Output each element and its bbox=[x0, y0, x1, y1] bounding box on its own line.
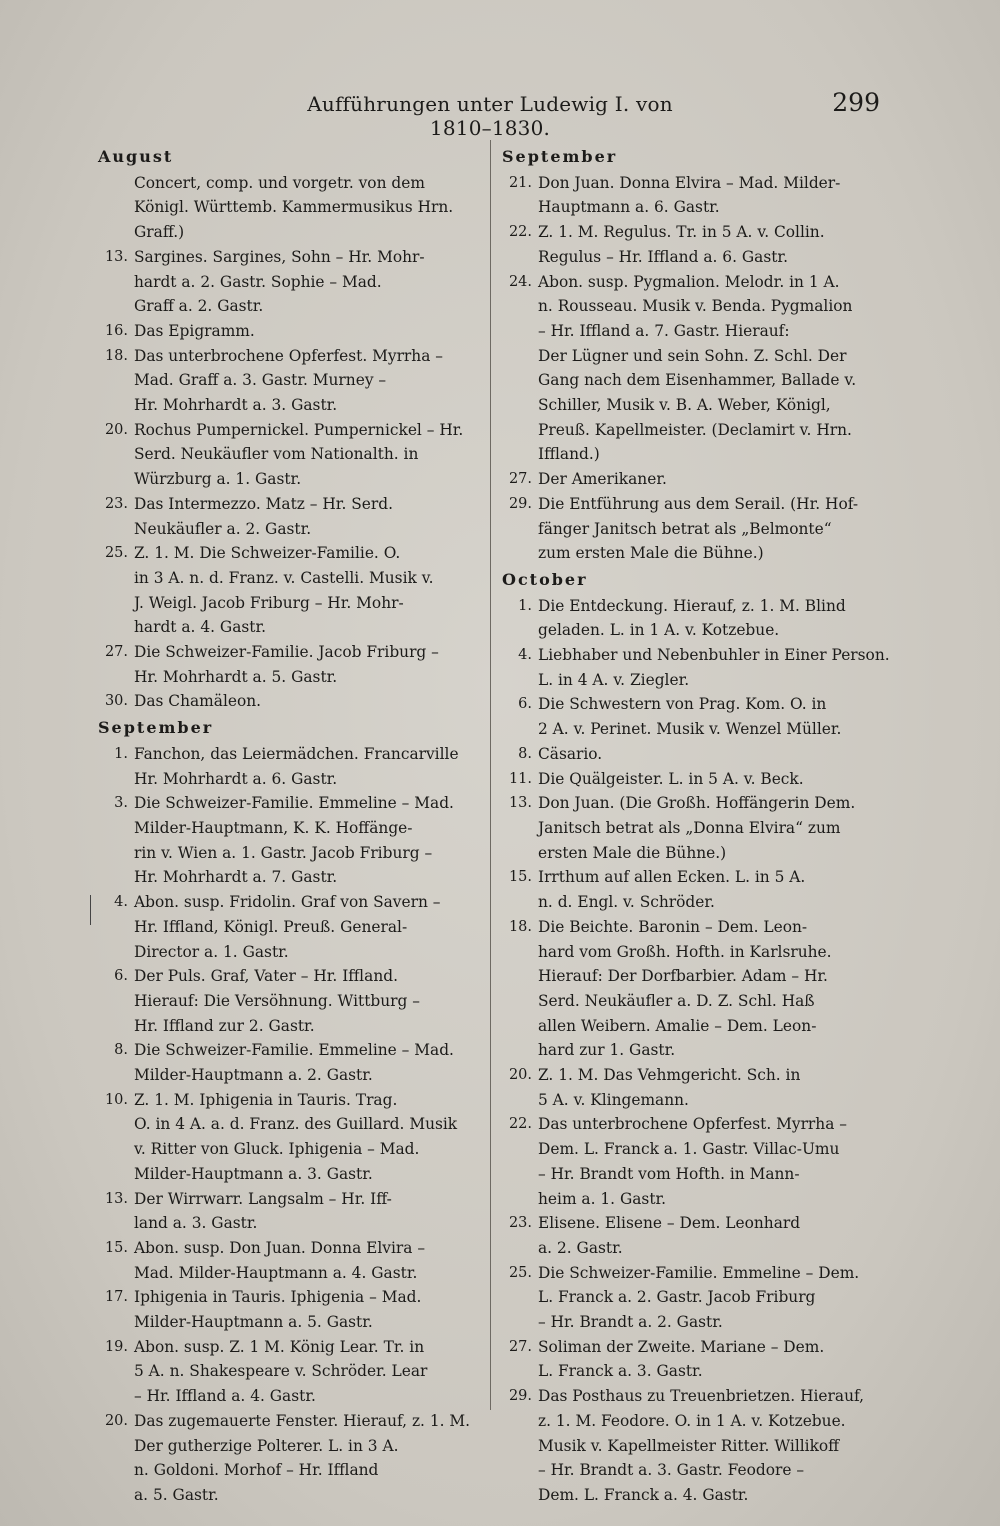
performance-entry bbox=[98, 319, 488, 344]
month-heading: August bbox=[98, 147, 174, 166]
entry-day: 29. bbox=[508, 1388, 532, 1405]
entry-day: 30. bbox=[104, 693, 128, 710]
performance-entry bbox=[502, 1063, 892, 1112]
entry-text bbox=[538, 492, 892, 566]
entry-text bbox=[538, 220, 892, 269]
entry-line: Liebhaber und Nebenbuhler in Einer Person. bbox=[538, 646, 890, 665]
entry-line: L. in 4 A. v. Ziegler. bbox=[538, 670, 690, 689]
entry-line: hardt a. 4. Gastr. bbox=[134, 618, 267, 637]
entry-line: Milder-Hauptmann, K. K. Hoffänge- bbox=[134, 818, 413, 837]
entry-line: Don Juan. Donna Elvira – Mad. Milder- bbox=[538, 173, 841, 192]
entry-line: Königl. Württemb. Kammermusikus Hrn. bbox=[134, 198, 454, 217]
entry-line: Mad. Milder-Hauptmann a. 4. Gastr. bbox=[134, 1263, 418, 1282]
entry-line: Die Schweizer-Familie. Emmeline – Mad. bbox=[134, 1041, 454, 1060]
entry-text bbox=[538, 1335, 892, 1384]
entry-text bbox=[134, 319, 488, 344]
entry-day: 6. bbox=[114, 968, 128, 985]
entry-day: 17. bbox=[104, 1289, 128, 1306]
entry-line: Das unterbrochene Opferfest. Myrrha – bbox=[134, 346, 443, 365]
entry-day: 18. bbox=[104, 347, 128, 364]
entry-line: Janitsch betrat als „Donna Elvira“ zum bbox=[538, 818, 841, 837]
entry-line: 5 A. v. Klingemann. bbox=[538, 1090, 689, 1109]
entry-text bbox=[538, 767, 892, 792]
entry-day: 27. bbox=[508, 471, 532, 488]
entry-line: Milder-Hauptmann a. 5. Gastr. bbox=[134, 1313, 373, 1332]
entry-day: 25. bbox=[508, 1264, 532, 1281]
entry-line: O. in 4 A. a. d. Franz. des Guillard. Musik bbox=[134, 1115, 458, 1134]
entry-line: Dem. L. Franck a. 1. Gastr. Villac-Umu bbox=[538, 1140, 840, 1159]
entry-day: 27. bbox=[104, 644, 128, 661]
entry-line: rin v. Wien a. 1. Gastr. Jacob Friburg – bbox=[134, 843, 433, 862]
month-heading: September bbox=[502, 147, 618, 166]
entry-day: 20. bbox=[508, 1067, 532, 1084]
entry-text bbox=[538, 865, 892, 914]
entry-line: Die Schweizer-Familie. Emmeline – Mad. bbox=[134, 794, 454, 813]
entry-line: n. Goldoni. Morhof – Hr. Iffland bbox=[134, 1461, 379, 1480]
entry-text bbox=[538, 467, 892, 492]
entry-line: Die Schweizer-Familie. Emmeline – Dem. bbox=[538, 1263, 860, 1282]
performance-entry bbox=[98, 689, 488, 714]
month-heading: October bbox=[502, 569, 588, 589]
entry-day: 10. bbox=[104, 1091, 128, 1108]
entry-day: 1. bbox=[114, 745, 128, 762]
entry-line: Milder-Hauptmann a. 3. Gastr. bbox=[134, 1164, 373, 1183]
page-header bbox=[90, 88, 890, 140]
performance-entry bbox=[502, 692, 892, 741]
entry-day: 24. bbox=[508, 273, 532, 290]
entry-line: 2 A. v. Perinet. Musik v. Wenzel Müller. bbox=[538, 720, 842, 739]
margin-mark bbox=[90, 895, 91, 925]
entry-line: a. 2. Gastr. bbox=[538, 1238, 623, 1257]
entry-text bbox=[134, 245, 488, 319]
entry-line: Musik v. Kapellmeister Ritter. Willikoff bbox=[538, 1436, 840, 1455]
entry-line: n. d. Engl. v. Schröder. bbox=[538, 893, 715, 912]
entry-line: Cäsario. bbox=[538, 744, 603, 763]
performance-entry bbox=[502, 742, 892, 767]
entry-day: 13. bbox=[104, 248, 128, 265]
entry-text bbox=[538, 915, 892, 1063]
entry-day: 13. bbox=[508, 795, 532, 812]
entry-day: 25. bbox=[104, 545, 128, 562]
entry-line: Das Posthaus zu Treuenbrietzen. Hierauf, bbox=[538, 1387, 865, 1406]
running-title: Aufführungen unter Ludewig I. von 1810–1830. bbox=[307, 92, 673, 140]
entry-line: Der Lügner und sein Sohn. Z. Schl. Der bbox=[538, 346, 847, 365]
entry-line: Die Schweizer-Familie. Jacob Friburg – bbox=[134, 643, 439, 662]
entry-day: 4. bbox=[114, 894, 128, 911]
performance-entry bbox=[98, 1088, 488, 1187]
performance-entry bbox=[502, 171, 892, 220]
entry-line: Irrthum auf allen Ecken. L. in 5 A. bbox=[538, 868, 806, 887]
entry-text bbox=[538, 643, 892, 692]
entry-line: allen Weibern. Amalie – Dem. Leon- bbox=[538, 1016, 817, 1035]
entry-line: Abon. susp. Pygmalion. Melodr. in 1 A. bbox=[538, 272, 840, 291]
entry-text bbox=[538, 270, 892, 468]
entry-line: Neukäufler a. 2. Gastr. bbox=[134, 519, 312, 538]
performance-entry bbox=[98, 791, 488, 890]
entry-line: Z. 1. M. Iphigenia in Tauris. Trag. bbox=[134, 1090, 398, 1109]
entry-line: Z. 1. M. Regulus. Tr. in 5 A. v. Collin. bbox=[538, 223, 825, 242]
performance-entry bbox=[502, 1335, 892, 1384]
entry-day: 16. bbox=[104, 322, 128, 339]
entry-line: hardt a. 2. Gastr. Sophie – Mad. bbox=[134, 272, 382, 291]
entry-line: land a. 3. Gastr. bbox=[134, 1214, 258, 1233]
entry-text bbox=[134, 418, 488, 492]
entry-day: 23. bbox=[104, 495, 128, 512]
entry-text bbox=[538, 742, 892, 767]
performance-entry bbox=[502, 767, 892, 792]
entry-text bbox=[134, 1335, 488, 1409]
entry-line: Das zugemauerte Fenster. Hierauf, z. 1. M. bbox=[134, 1411, 471, 1430]
entry-text bbox=[134, 791, 488, 890]
entry-line: Der Puls. Graf, Vater – Hr. Iffland. bbox=[134, 967, 398, 986]
entry-day: 22. bbox=[508, 1116, 532, 1133]
entry-line: Der gutherzige Polterer. L. in 3 A. bbox=[134, 1436, 399, 1455]
entry-line: Hierauf: Die Versöhnung. Wittburg – bbox=[134, 991, 420, 1010]
entry-line: Der Amerikaner. bbox=[538, 470, 667, 489]
entry-line: Director a. 1. Gastr. bbox=[134, 942, 289, 961]
left-column bbox=[98, 143, 488, 1508]
entry-text bbox=[134, 1285, 488, 1334]
entry-day: 18. bbox=[508, 918, 532, 935]
entry-line: Abon. susp. Fridolin. Graf von Savern – bbox=[134, 893, 441, 912]
entry-line: Serd. Neukäufler a. D. Z. Schl. Haß bbox=[538, 991, 815, 1010]
entry-text bbox=[538, 1384, 892, 1508]
entry-day: 27. bbox=[508, 1338, 532, 1355]
entry-line: Graff.) bbox=[134, 223, 185, 242]
entry-line: Preuß. Kapellmeister. (Declamirt v. Hrn. bbox=[538, 420, 852, 439]
entry-text bbox=[134, 964, 488, 1038]
month-heading: September bbox=[98, 718, 214, 738]
entry-line: in 3 A. n. d. Franz. v. Castelli. Musik v. bbox=[134, 568, 434, 587]
entry-line: Die Entdeckung. Hierauf, z. 1. M. Blind bbox=[538, 596, 846, 615]
entry-line: Hr. Mohrhardt a. 7. Gastr. bbox=[134, 868, 338, 887]
performance-entry bbox=[502, 1211, 892, 1260]
entry-line: Mad. Graff a. 3. Gastr. Murney – bbox=[134, 371, 387, 390]
entry-day: 8. bbox=[114, 1042, 128, 1059]
entry-line: – Hr. Brandt vom Hofth. in Mann- bbox=[538, 1164, 800, 1183]
entry-day: 15. bbox=[508, 869, 532, 886]
entry-line: Iphigenia in Tauris. Iphigenia – Mad. bbox=[134, 1288, 422, 1307]
performance-entry bbox=[502, 643, 892, 692]
entry-line: Hr. Iffland zur 2. Gastr. bbox=[134, 1016, 315, 1035]
entry-line: n. Rousseau. Musik v. Benda. Pygmalion bbox=[538, 297, 853, 316]
entry-line: Dem. L. Franck a. 4. Gastr. bbox=[538, 1485, 749, 1504]
performance-entry bbox=[502, 1261, 892, 1335]
entry-line: hard vom Großh. Hofth. in Karlsruhe. bbox=[538, 942, 832, 961]
entry-line: Die Schwestern von Prag. Kom. O. in bbox=[538, 695, 827, 714]
entry-line: Hr. Mohrhardt a. 3. Gastr. bbox=[134, 396, 338, 415]
entry-line: v. Ritter von Gluck. Iphigenia – Mad. bbox=[134, 1140, 420, 1159]
entry-text bbox=[134, 689, 488, 714]
entry-line: Schiller, Musik v. B. A. Weber, Königl, bbox=[538, 396, 831, 415]
performance-entry bbox=[502, 594, 892, 643]
entry-line: ersten Male die Bühne.) bbox=[538, 843, 727, 862]
entry-line: Rochus Pumpernickel. Pumpernickel – Hr. bbox=[134, 420, 464, 439]
performance-entry bbox=[98, 890, 488, 964]
entry-line: Das Chamäleon. bbox=[134, 692, 262, 711]
entry-line: Gang nach dem Eisenhammer, Ballade v. bbox=[538, 371, 857, 390]
performance-entry bbox=[502, 467, 892, 492]
entry-text bbox=[134, 171, 488, 245]
entry-day: 13. bbox=[104, 1190, 128, 1207]
entry-line: Hr. Iffland, Königl. Preuß. General- bbox=[134, 917, 408, 936]
entry-day: 15. bbox=[104, 1239, 128, 1256]
entry-line: Elisene. Elisene – Dem. Leonhard bbox=[538, 1214, 801, 1233]
entry-line: Der Wirrwarr. Langsalm – Hr. Iff- bbox=[134, 1189, 392, 1208]
entry-line: Hr. Mohrhardt a. 5. Gastr. bbox=[134, 667, 338, 686]
entry-text bbox=[134, 1409, 488, 1508]
entry-text bbox=[134, 1187, 488, 1236]
entry-line: Hr. Mohrhardt a. 6. Gastr. bbox=[134, 769, 338, 788]
entry-line: Abon. susp. Don Juan. Donna Elvira – bbox=[134, 1238, 426, 1257]
entry-line: Soliman der Zweite. Mariane – Dem. bbox=[538, 1337, 825, 1356]
entry-line: Abon. susp. Z. 1 M. König Lear. Tr. in bbox=[134, 1337, 425, 1356]
performance-entry bbox=[502, 865, 892, 914]
entry-day: 4. bbox=[518, 647, 532, 664]
entry-text bbox=[134, 1038, 488, 1087]
entry-text bbox=[538, 1261, 892, 1335]
performance-entry bbox=[98, 1236, 488, 1285]
entry-line: Das Intermezzo. Matz – Hr. Serd. bbox=[134, 494, 393, 513]
performance-entry bbox=[98, 245, 488, 319]
entry-line: zum ersten Male die Bühne.) bbox=[538, 544, 764, 563]
entry-text bbox=[134, 344, 488, 418]
entry-text bbox=[538, 1112, 892, 1211]
entry-line: L. Franck a. 2. Gastr. Jacob Friburg bbox=[538, 1288, 816, 1307]
performance-entry bbox=[98, 418, 488, 492]
performance-entry bbox=[502, 492, 892, 566]
entry-text bbox=[538, 791, 892, 865]
entry-line: Don Juan. (Die Großh. Hoffängerin Dem. bbox=[538, 794, 856, 813]
entry-text bbox=[134, 541, 488, 640]
entry-text bbox=[134, 1236, 488, 1285]
performance-entry bbox=[98, 1409, 488, 1508]
entry-day: 3. bbox=[114, 795, 128, 812]
entry-line: – Hr. Brandt a. 2. Gastr. bbox=[538, 1313, 723, 1332]
entry-day: 20. bbox=[104, 1412, 128, 1429]
entry-line: Regulus – Hr. Iffland a. 6. Gastr. bbox=[538, 247, 788, 266]
performance-entry bbox=[98, 640, 488, 689]
performance-entry bbox=[98, 1187, 488, 1236]
entry-text bbox=[538, 1211, 892, 1260]
entry-text bbox=[134, 890, 488, 964]
column-divider bbox=[490, 140, 491, 1410]
performance-entry bbox=[98, 492, 488, 541]
entry-day: 1. bbox=[518, 597, 532, 614]
entry-text bbox=[134, 492, 488, 541]
entry-line: Z. 1. M. Die Schweizer-Familie. O. bbox=[134, 544, 401, 563]
entry-line: Die Quälgeister. L. in 5 A. v. Beck. bbox=[538, 769, 804, 788]
entry-line: Concert, comp. und vorgetr. von dem bbox=[134, 173, 425, 192]
entry-line: – Hr. Iffland a. 4. Gastr. bbox=[134, 1387, 316, 1406]
entry-day: 6. bbox=[518, 696, 532, 713]
entry-day: 22. bbox=[508, 224, 532, 241]
entry-line: Hierauf: Der Dorfbarbier. Adam – Hr. bbox=[538, 967, 828, 986]
entry-day: 8. bbox=[518, 745, 532, 762]
entry-line: Hauptmann a. 6. Gastr. bbox=[538, 198, 720, 217]
entry-line: Sargines. Sargines, Sohn – Hr. Mohr- bbox=[134, 247, 425, 266]
entry-day: 11. bbox=[508, 770, 532, 787]
entry-text bbox=[134, 1088, 488, 1187]
entry-line: Serd. Neukäufler vom Nationalth. in bbox=[134, 445, 419, 464]
entry-line: – Hr. Brandt a. 3. Gastr. Feodore – bbox=[538, 1461, 805, 1480]
entry-line: – Hr. Iffland a. 7. Gastr. Hierauf: bbox=[538, 321, 790, 340]
entry-line: Würzburg a. 1. Gastr. bbox=[134, 470, 302, 489]
entry-line: Z. 1. M. Das Vehmgericht. Sch. in bbox=[538, 1066, 801, 1085]
performance-entry bbox=[98, 1285, 488, 1334]
entry-day: 20. bbox=[104, 421, 128, 438]
performance-entry bbox=[98, 171, 488, 245]
entry-line: Fanchon, das Leiermädchen. Francarville bbox=[134, 744, 459, 763]
entry-day: 23. bbox=[508, 1215, 532, 1232]
entry-text bbox=[538, 594, 892, 643]
performance-entry bbox=[98, 1038, 488, 1087]
entry-day: 29. bbox=[508, 495, 532, 512]
entry-line: geladen. L. in 1 A. v. Kotzebue. bbox=[538, 621, 780, 640]
entry-day: 21. bbox=[508, 174, 532, 191]
performance-entry bbox=[502, 220, 892, 269]
entry-text bbox=[538, 1063, 892, 1112]
entry-line: Graff a. 2. Gastr. bbox=[134, 297, 264, 316]
performance-entry bbox=[502, 1384, 892, 1508]
performance-entry bbox=[98, 344, 488, 418]
entry-line: fänger Janitsch betrat als „Belmonte“ bbox=[538, 519, 832, 538]
entry-line: z. 1. M. Feodore. O. in 1 A. v. Kotzebue. bbox=[538, 1411, 846, 1430]
entry-text bbox=[538, 692, 892, 741]
right-column bbox=[502, 143, 892, 1508]
performance-entry bbox=[502, 791, 892, 865]
entry-text bbox=[134, 640, 488, 689]
performance-entry bbox=[502, 1112, 892, 1211]
page-number: 299 bbox=[832, 88, 880, 117]
entry-text bbox=[538, 171, 892, 220]
entry-line: hard zur 1. Gastr. bbox=[538, 1041, 676, 1060]
performance-entry bbox=[502, 915, 892, 1063]
entry-line: a. 5. Gastr. bbox=[134, 1485, 219, 1504]
performance-entry bbox=[98, 541, 488, 640]
entry-line: L. Franck a. 3. Gastr. bbox=[538, 1362, 703, 1381]
performance-entry bbox=[98, 964, 488, 1038]
entry-line: Milder-Hauptmann a. 2. Gastr. bbox=[134, 1066, 373, 1085]
performance-entry bbox=[502, 270, 892, 468]
entry-day: 19. bbox=[104, 1338, 128, 1355]
entry-line: Das Epigramm. bbox=[134, 321, 255, 340]
performance-entry bbox=[98, 1335, 488, 1409]
entry-line: heim a. 1. Gastr. bbox=[538, 1189, 667, 1208]
entry-text bbox=[134, 742, 488, 791]
entry-line: 5 A. n. Shakespeare v. Schröder. Lear bbox=[134, 1362, 428, 1381]
entry-line: Iffland.) bbox=[538, 445, 600, 464]
entry-line: J. Weigl. Jacob Friburg – Hr. Mohr- bbox=[134, 593, 404, 612]
entry-line: Die Beichte. Baronin – Dem. Leon- bbox=[538, 917, 808, 936]
performance-entry bbox=[98, 742, 488, 791]
entry-line: Die Entführung aus dem Serail. (Hr. Hof- bbox=[538, 494, 859, 513]
entry-line: Das unterbrochene Opferfest. Myrrha – bbox=[538, 1115, 847, 1134]
